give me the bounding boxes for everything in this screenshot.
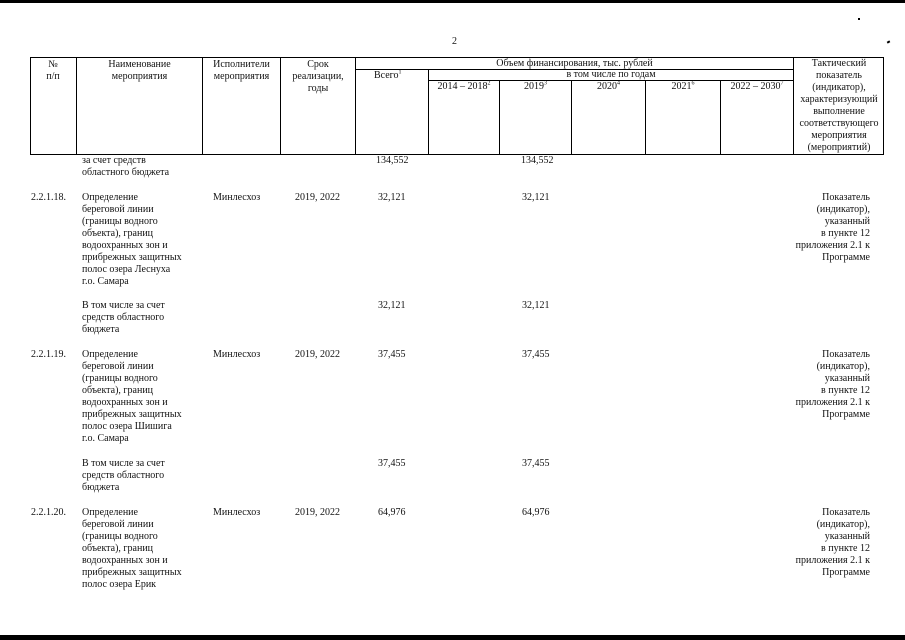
row-2019: 32,121 — [522, 300, 550, 311]
scan-top-border — [0, 0, 905, 3]
header-year-2019: 2019$^3$ — [524, 80, 547, 92]
header-executors: Исполнители мероприятия — [213, 59, 270, 82]
row-total: 37,455 — [378, 458, 406, 469]
scan-speck — [858, 18, 860, 20]
row-name: Определение береговой линии (границы водного объекта), границ водоохранных зон и прибрежных защитных полос озера Ерик — [82, 507, 182, 590]
row-total: 134,552 — [376, 155, 409, 166]
row-2019: 37,455 — [522, 458, 550, 469]
header-num: № п/п — [46, 59, 60, 82]
row-2019: 37,455 — [522, 349, 550, 360]
row-executor: Минлесхоз — [213, 349, 261, 360]
row-indicator: Показатель (индикатор), указанный в пункте 12 приложения 2.1 к Программе — [795, 192, 870, 263]
page-number: 2 — [452, 36, 457, 47]
header-year-2014-2018: 2014 – 2018$^2$ — [437, 80, 491, 92]
header-year-2020: 2020$^4$ — [597, 80, 620, 92]
row-name: В том числе за счет средств областного бюджета — [82, 458, 165, 493]
column-divider — [355, 57, 356, 155]
row-term: 2019, 2022 — [295, 349, 340, 360]
row-total: 32,121 — [378, 192, 406, 203]
row-executor: Минлесхоз — [213, 507, 261, 518]
row-2019: 32,121 — [522, 192, 550, 203]
row-executor: Минлесхоз — [213, 192, 261, 203]
row-name: Определение береговой линии (границы водного объекта), границ водоохранных зон и прибрежных защитных полос озера Шишига г.о. Самара — [82, 349, 182, 444]
scan-speck — [887, 40, 891, 43]
row-term: 2019, 2022 — [295, 507, 340, 518]
row-name: В том числе за счет средств областного бюджета — [82, 300, 165, 335]
row-num: 2.2.1.18. — [31, 192, 66, 203]
row-total: 37,455 — [378, 349, 406, 360]
scan-bottom-border — [0, 635, 905, 640]
header-name: Наименование мероприятия — [108, 59, 171, 82]
header-year-2021: 2021$^6$ — [671, 80, 695, 92]
row-total: 32,121 — [378, 300, 406, 311]
row-indicator: Показатель (индикатор), указанный в пункте 12 приложения 2.1 к Программе — [795, 507, 870, 578]
header-by-year: в том числе по годам — [566, 69, 656, 80]
row-num: 2.2.1.19. — [31, 349, 66, 360]
header-tactical: Тактический показатель (индикатор), характеризующий выполнение соответствующего мероприятия (мероприятий) — [799, 58, 879, 153]
row-total: 64,976 — [378, 507, 406, 518]
header-term: Срок реализации, годы — [292, 59, 344, 94]
row-name: Определение береговой линии (границы водного объекта), границ водоохранных зон и прибрежных защитных полос озера Леснуха г.о. Самара — [82, 192, 182, 287]
row-term: 2019, 2022 — [295, 192, 340, 203]
row-2019: 134,552 — [521, 155, 554, 166]
header-funding: Объем финансирования, тыс. рублей — [496, 58, 653, 69]
header-total: Всего$^1$ — [374, 69, 402, 81]
header-year-2022-2030: 2022 – 2030$^7$ — [730, 80, 784, 92]
row-indicator: Показатель (индикатор), указанный в пункте 12 приложения 2.1 к Программе — [795, 349, 870, 420]
row-name: за счет средств областного бюджета — [82, 155, 170, 178]
row-2019: 64,976 — [522, 507, 550, 518]
row-num: 2.2.1.20. — [31, 507, 66, 518]
